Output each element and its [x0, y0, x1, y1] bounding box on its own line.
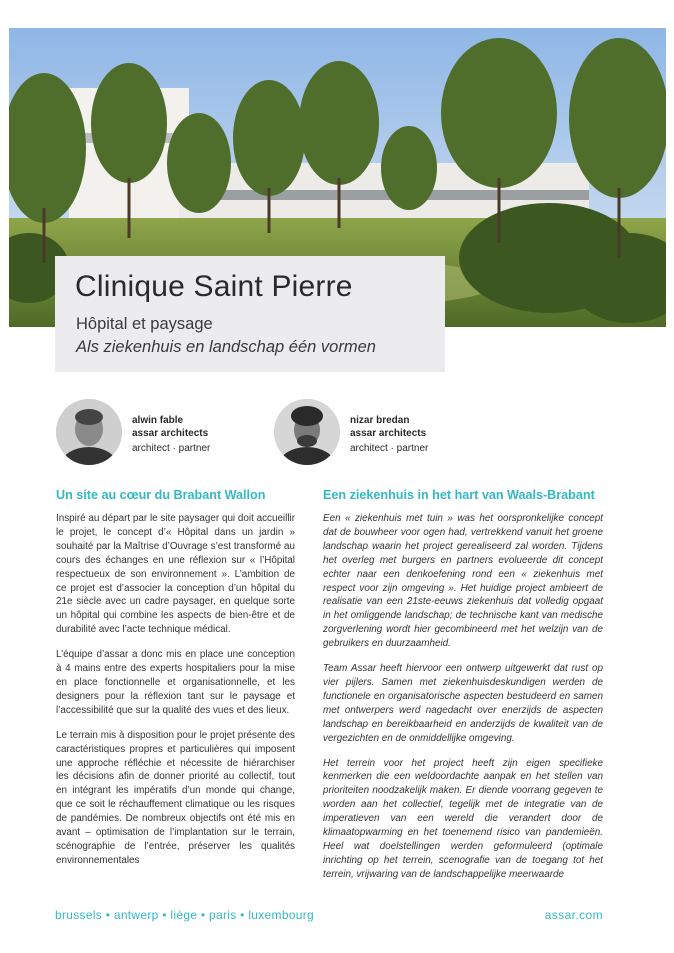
- paragraph: L’équipe d’assar a donc mis en place une conception à 4 mains entre des experts hospitaliers pour la mise en place fonctionnelle et organisationnelle, et les designers pour la réflexion tant sur le paysage et l’accessibilité que sur la qualité des vues et des lieux.: [56, 649, 295, 716]
- author-role: architect · partner: [350, 443, 429, 454]
- heading-fr: Un site au cœur du Brabant Wallon: [56, 488, 266, 502]
- column-fr: [56, 512, 295, 879]
- paragraph: Le terrain mis à disposition pour le projet présente des caractéristiques propres et particulières qui imposent une approche réfléchie et nécessite de hiérarchiser les décisions afin de donner priorité au collectif, tout en intégrant les impératifs d’un monde qui change, que ce soit le réchauffement climatique ou les risques de pandémies. De nombreux objectifs ont été mis en avant – optimisation de l’implantation sur le terrain, scénographie de l’entrée, préserver les qualités environnementales: [56, 729, 295, 866]
- heading-nl: Een ziekenhuis in het hart van Waals-Brabant: [323, 488, 595, 502]
- author-firm: assar architects: [350, 428, 427, 439]
- paragraph: Team Assar heeft hiervoor een ontwerp uitgewerkt dat rust op vier pijlers. Samen met ziekenhuisdeskundigen werden de functionele en organisatorische aspecten bestudeerd en samen met ontwerpers werd nagedacht over enerzijds de aspecten landschap en bereikbaarheid en anderzijds de kwaliteit van de vergezichten en de onmiddellijke omgeving.: [323, 663, 603, 744]
- author-name: alwin fable: [132, 415, 184, 426]
- subtitle-fr: Hôpital et paysage: [76, 315, 213, 333]
- title-box: [55, 256, 445, 372]
- page-title: Clinique Saint Pierre: [75, 270, 353, 303]
- subtitle-nl: Als ziekenhuis en landschap één vormen: [76, 338, 376, 356]
- author-firm: assar architects: [132, 428, 209, 439]
- footer-website-link[interactable]: assar.com: [544, 908, 603, 922]
- author-role: architect · partner: [132, 443, 211, 454]
- avatar: [274, 399, 340, 465]
- paragraph: Inspiré au départ par le site paysager qui doit accueillir le projet, le concept d’« Hôpital dans un jardin » souhaité par la Maîtrise d’Ouvrage s’est transformé au cours des échanges en une réflexion sur « l’Hôpital respectueux de son environnement ». L’ambition de ce projet est d’associer la conception d’un hôpital du 21e siècle avec un cadre paysager, en quelque sorte un hôpital qui combine les aspects de bien-être et de durabilité avec l’acte technique médical.: [56, 513, 295, 636]
- paragraph: Een « ziekenhuis met tuin » was het oorspronkelijke concept dat de bouwheer voor ogen had, vertrekkend vanuit het groene landschap waarin het project gerealiseerd zal worden. Tijdens het overleg met burgers en partners evolueerde dit concept echter naar een denkoefening rond een « ziekenhuis met respect voor zijn omgeving ». Het huidige project ambieert de realisatie van een 21ste-eeuws ziekenhuis dat volledig opgaat in het omliggende landschap; de technische kant van medische zorgverlening wordt hier gecombineerd met het welzijn van de gebruikers en duurzaamheid.: [323, 513, 603, 650]
- footer-cities: brussels • antwerp • liège • paris • luxembourg: [55, 908, 315, 922]
- paragraph: Het terrein voor het project heeft zijn eigen specifieke kenmerken die een weldoordachte aanpak en het stellen van prioriteiten noodzakelijk maken. Er diende voorrang gegeven te worden aan het collectief, tegelijk met de integratie van de imperatieven van een wereld die verandert door de klimaatopwarming en het toenemend risico van pandemieën. Heel wat doelstellingen werden geformuleerd (optimale inrichting op het terrein, scenografie van de toegang tot het terrein, vrijwaring van de landschappelijke meerwaarde: [323, 757, 603, 880]
- column-nl: [323, 512, 603, 893]
- avatar: [56, 399, 122, 465]
- author-name: nizar bredan: [350, 415, 410, 426]
